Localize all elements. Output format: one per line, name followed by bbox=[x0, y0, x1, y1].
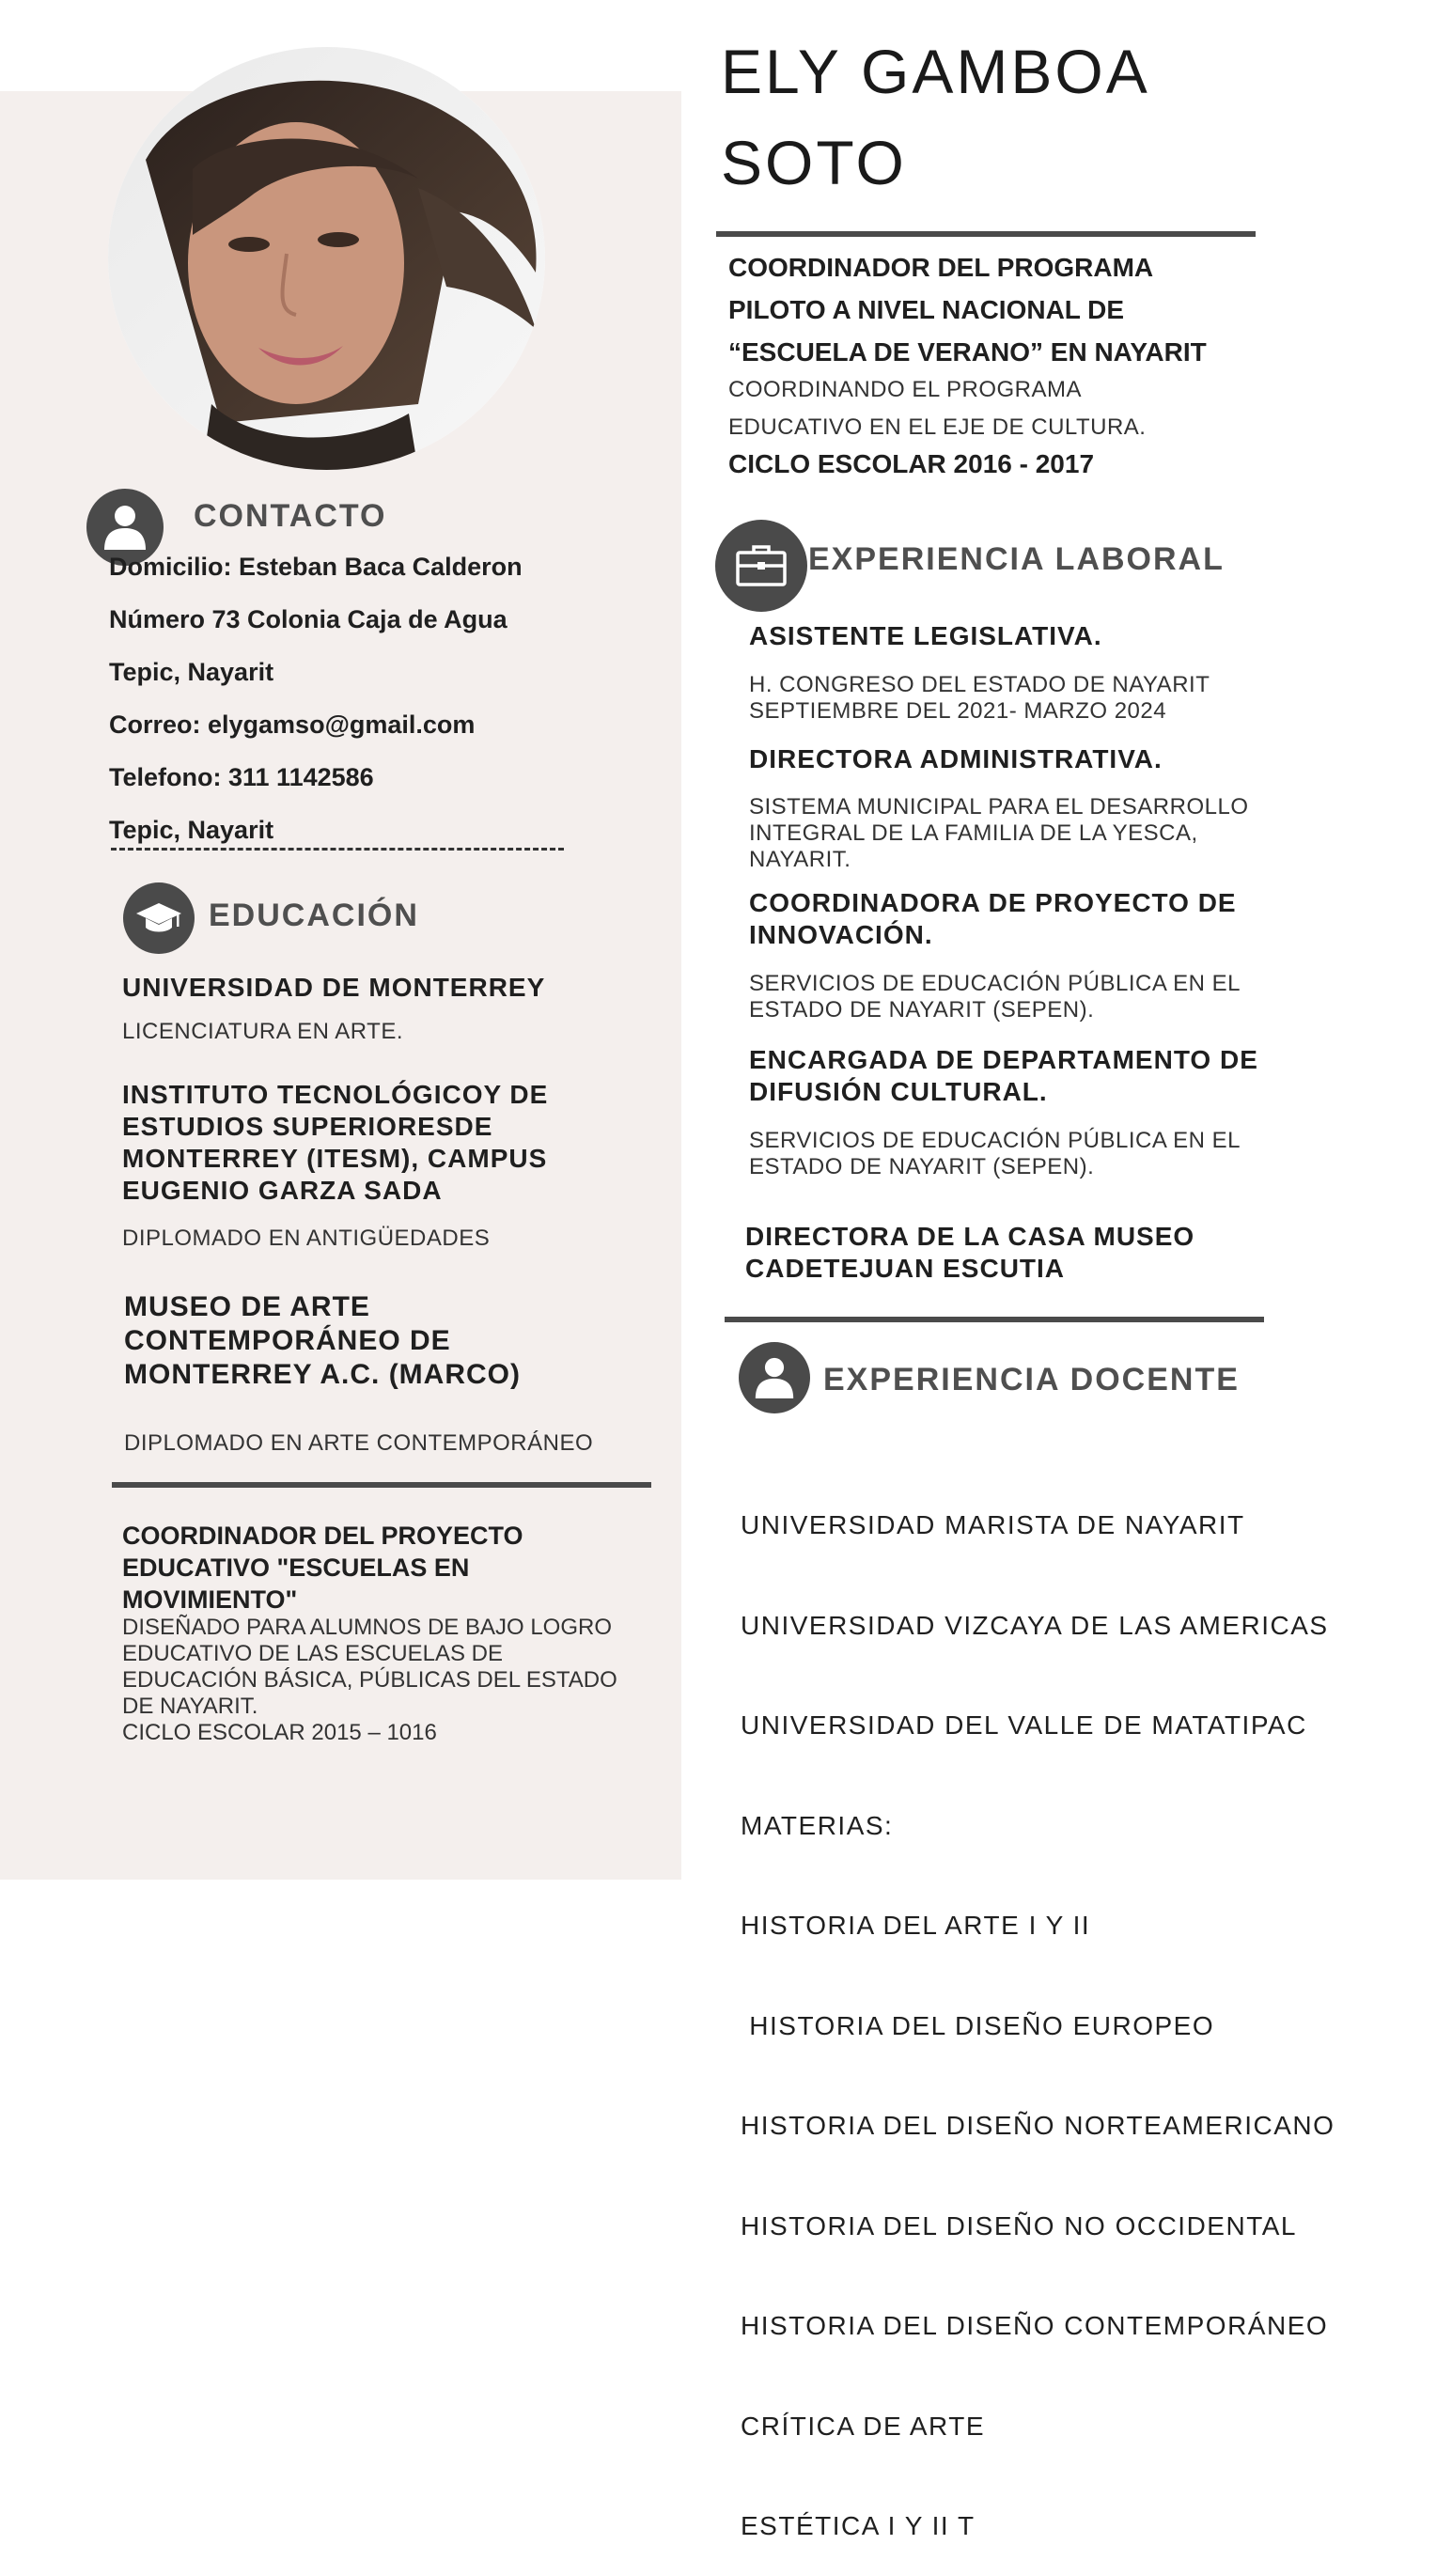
name-line-1: ELY GAMBOA bbox=[721, 37, 1150, 106]
teaching-line: UNIVERSIDAD DEL VALLE DE MATATIPAC bbox=[741, 1710, 1307, 1740]
project-detail-line: DISEÑADO PARA ALUMNOS DE BAJO LOGRO bbox=[122, 1615, 613, 1640]
education-item-title bbox=[122, 972, 545, 1004]
teaching-line: HISTORIA DEL DISEÑO CONTEMPORÁNEO bbox=[741, 2311, 1329, 2340]
headline-detail-line: COORDINANDO EL PROGRAMA bbox=[728, 377, 1082, 402]
teaching-line: ESTÉTICA I Y II T bbox=[741, 2511, 976, 2540]
headline-detail bbox=[728, 371, 1146, 446]
project-detail-line: CICLO ESCOLAR 2015 – 1016 bbox=[122, 1720, 437, 1745]
person-icon bbox=[102, 503, 148, 552]
teaching-line: HISTORIA DEL DISEÑO EUROPEO bbox=[741, 2010, 1215, 2040]
project-detail bbox=[122, 1615, 617, 1746]
job-title bbox=[749, 1044, 1258, 1108]
job-title bbox=[749, 887, 1237, 951]
education-item-title-line: ESTUDIOS SUPERIORESDE bbox=[122, 1112, 493, 1141]
headline-title bbox=[728, 246, 1207, 373]
project-title bbox=[122, 1520, 523, 1616]
headline-cycle: CICLO ESCOLAR 2016 - 2017 bbox=[728, 449, 1095, 478]
briefcase-icon bbox=[735, 543, 788, 588]
job-detail bbox=[749, 971, 1241, 1023]
job-detail-line: SERVICIOS DE EDUCACIÓN PÚBLICA EN EL bbox=[749, 1128, 1241, 1153]
teaching-line: UNIVERSIDAD VIZCAYA DE LAS AMERICAS bbox=[741, 1610, 1329, 1640]
teaching-line: MATERIAS: bbox=[741, 1810, 894, 1840]
work-icon-circle bbox=[715, 520, 807, 612]
education-divider bbox=[112, 1482, 651, 1488]
headline-title-line: “ESCUELA DE VERANO” EN NAYARIT bbox=[728, 337, 1207, 367]
education-item-detail: DIPLOMADO EN ARTE CONTEMPORÁNEO bbox=[124, 1430, 594, 1456]
education-icon-circle bbox=[123, 882, 195, 954]
project-title-line: MOVIMIENTO" bbox=[122, 1585, 298, 1614]
education-item-title-line: EUGENIO GARZA SADA bbox=[122, 1176, 443, 1205]
job-title bbox=[749, 743, 1163, 775]
portrait-image bbox=[108, 47, 545, 470]
teaching-line: HISTORIA DEL DISEÑO NORTEAMERICANO bbox=[741, 2111, 1335, 2140]
education-item-detail: DIPLOMADO EN ANTIGÜEDADES bbox=[122, 1226, 491, 1251]
job-title bbox=[749, 620, 1102, 652]
job-detail-line: NAYARIT. bbox=[749, 847, 851, 872]
work-divider bbox=[725, 1317, 1264, 1322]
education-item-title bbox=[122, 1079, 548, 1207]
teaching-list bbox=[741, 1442, 1335, 2576]
teaching-section-title: EXPERIENCIA DOCENTE bbox=[823, 1362, 1240, 1397]
work-section-title: EXPERIENCIA LABORAL bbox=[808, 541, 1225, 577]
contact-dashed-divider bbox=[111, 848, 564, 851]
job-title-line: ASISTENTE LEGISLATIVA. bbox=[749, 621, 1102, 650]
project-detail-line: DE NAYARIT. bbox=[122, 1694, 258, 1719]
person-icon bbox=[754, 1355, 795, 1400]
education-item-title bbox=[124, 1290, 521, 1392]
job-title-line: INNOVACIÓN. bbox=[749, 920, 933, 949]
education-item-title-line: MUSEO DE ARTE bbox=[124, 1291, 370, 1322]
teaching-line: HISTORIA DEL DISEÑO NO OCCIDENTAL bbox=[741, 2210, 1297, 2240]
job-detail-line: ESTADO DE NAYARIT (SEPEN). bbox=[749, 997, 1095, 1023]
project-title-line: EDUCATIVO "ESCUELAS EN bbox=[122, 1553, 470, 1582]
job-title-line: COORDINADORA DE PROYECTO DE bbox=[749, 888, 1237, 917]
teaching-line: HISTORIA DEL ARTE I Y II bbox=[741, 1911, 1091, 1940]
job-detail-line: SEPTIEMBRE DEL 2021- MARZO 2024 bbox=[749, 698, 1167, 724]
job-detail-line: SISTEMA MUNICIPAL PARA EL DESARROLLO bbox=[749, 794, 1249, 820]
contact-address: Domicilio: Esteban Baca Calderon bbox=[109, 553, 523, 581]
job-detail-line: H. CONGRESO DEL ESTADO DE NAYARIT bbox=[749, 672, 1210, 697]
job-title-line: CADETEJUAN ESCUTIA bbox=[745, 1254, 1066, 1283]
contact-address-2: Número 73 Colonia Caja de Agua bbox=[109, 605, 507, 633]
project-detail-line: EDUCATIVO DE LAS ESCUELAS DE bbox=[122, 1641, 503, 1666]
job-detail-line: INTEGRAL DE LA FAMILIA DE LA YESCA, bbox=[749, 820, 1198, 846]
job-title bbox=[745, 1221, 1194, 1285]
job-detail-line: ESTADO DE NAYARIT (SEPEN). bbox=[749, 1154, 1095, 1179]
project-title-line: COORDINADOR DEL PROYECTO bbox=[122, 1522, 523, 1550]
project-detail-line: EDUCACIÓN BÁSICA, PÚBLICAS DEL ESTADO bbox=[122, 1667, 617, 1693]
education-item-title-line: CONTEMPORÁNEO DE bbox=[124, 1325, 451, 1356]
name-line-2: SOTO bbox=[721, 128, 907, 197]
contact-city-2: Tepic, Nayarit bbox=[109, 816, 274, 844]
job-title-line: ENCARGADA DE DEPARTAMENTO DE bbox=[749, 1045, 1258, 1074]
job-detail bbox=[749, 794, 1248, 873]
headline-title-line: COORDINADOR DEL PROGRAMA bbox=[728, 253, 1154, 282]
education-item-title-line: MONTERREY A.C. (MARCO) bbox=[124, 1359, 521, 1390]
job-title-line: DIFUSIÓN CULTURAL. bbox=[749, 1077, 1048, 1106]
education-item-title-line: MONTERREY (ITESM), CAMPUS bbox=[122, 1144, 548, 1173]
teaching-icon-circle bbox=[739, 1342, 810, 1413]
job-detail bbox=[749, 672, 1210, 725]
education-item-title-line: INSTITUTO TECNOLÓGICOY DE bbox=[122, 1080, 549, 1109]
teaching-line: CRÍTICA DE ARTE bbox=[741, 2411, 986, 2441]
headline-title-line: PILOTO A NIVEL NACIONAL DE bbox=[728, 295, 1125, 324]
contact-email[interactable]: Correo: elygamso@gmail.com bbox=[109, 710, 476, 739]
graduation-cap-icon bbox=[134, 899, 183, 937]
job-detail bbox=[749, 1128, 1241, 1180]
contact-phone[interactable]: Telefono: 311 1142586 bbox=[109, 763, 374, 791]
education-item-detail: LICENCIATURA EN ARTE. bbox=[122, 1019, 404, 1044]
job-title-line: DIRECTORA ADMINISTRATIVA. bbox=[749, 744, 1163, 773]
job-detail-line: SERVICIOS DE EDUCACIÓN PÚBLICA EN EL bbox=[749, 971, 1241, 996]
headline-detail-line: EDUCATIVO EN EL EJE DE CULTURA. bbox=[728, 414, 1147, 440]
teaching-line: UNIVERSIDAD MARISTA DE NAYARIT bbox=[741, 1510, 1245, 1539]
profile-photo bbox=[108, 47, 545, 470]
contact-section-title: CONTACTO bbox=[194, 498, 387, 534]
job-title-line: DIRECTORA DE LA CASA MUSEO bbox=[745, 1222, 1195, 1251]
contact-city: Tepic, Nayarit bbox=[109, 658, 274, 686]
education-item-title-line: UNIVERSIDAD DE MONTERREY bbox=[122, 973, 546, 1002]
name-divider bbox=[716, 231, 1256, 237]
education-section-title: EDUCACIÓN bbox=[209, 898, 419, 933]
